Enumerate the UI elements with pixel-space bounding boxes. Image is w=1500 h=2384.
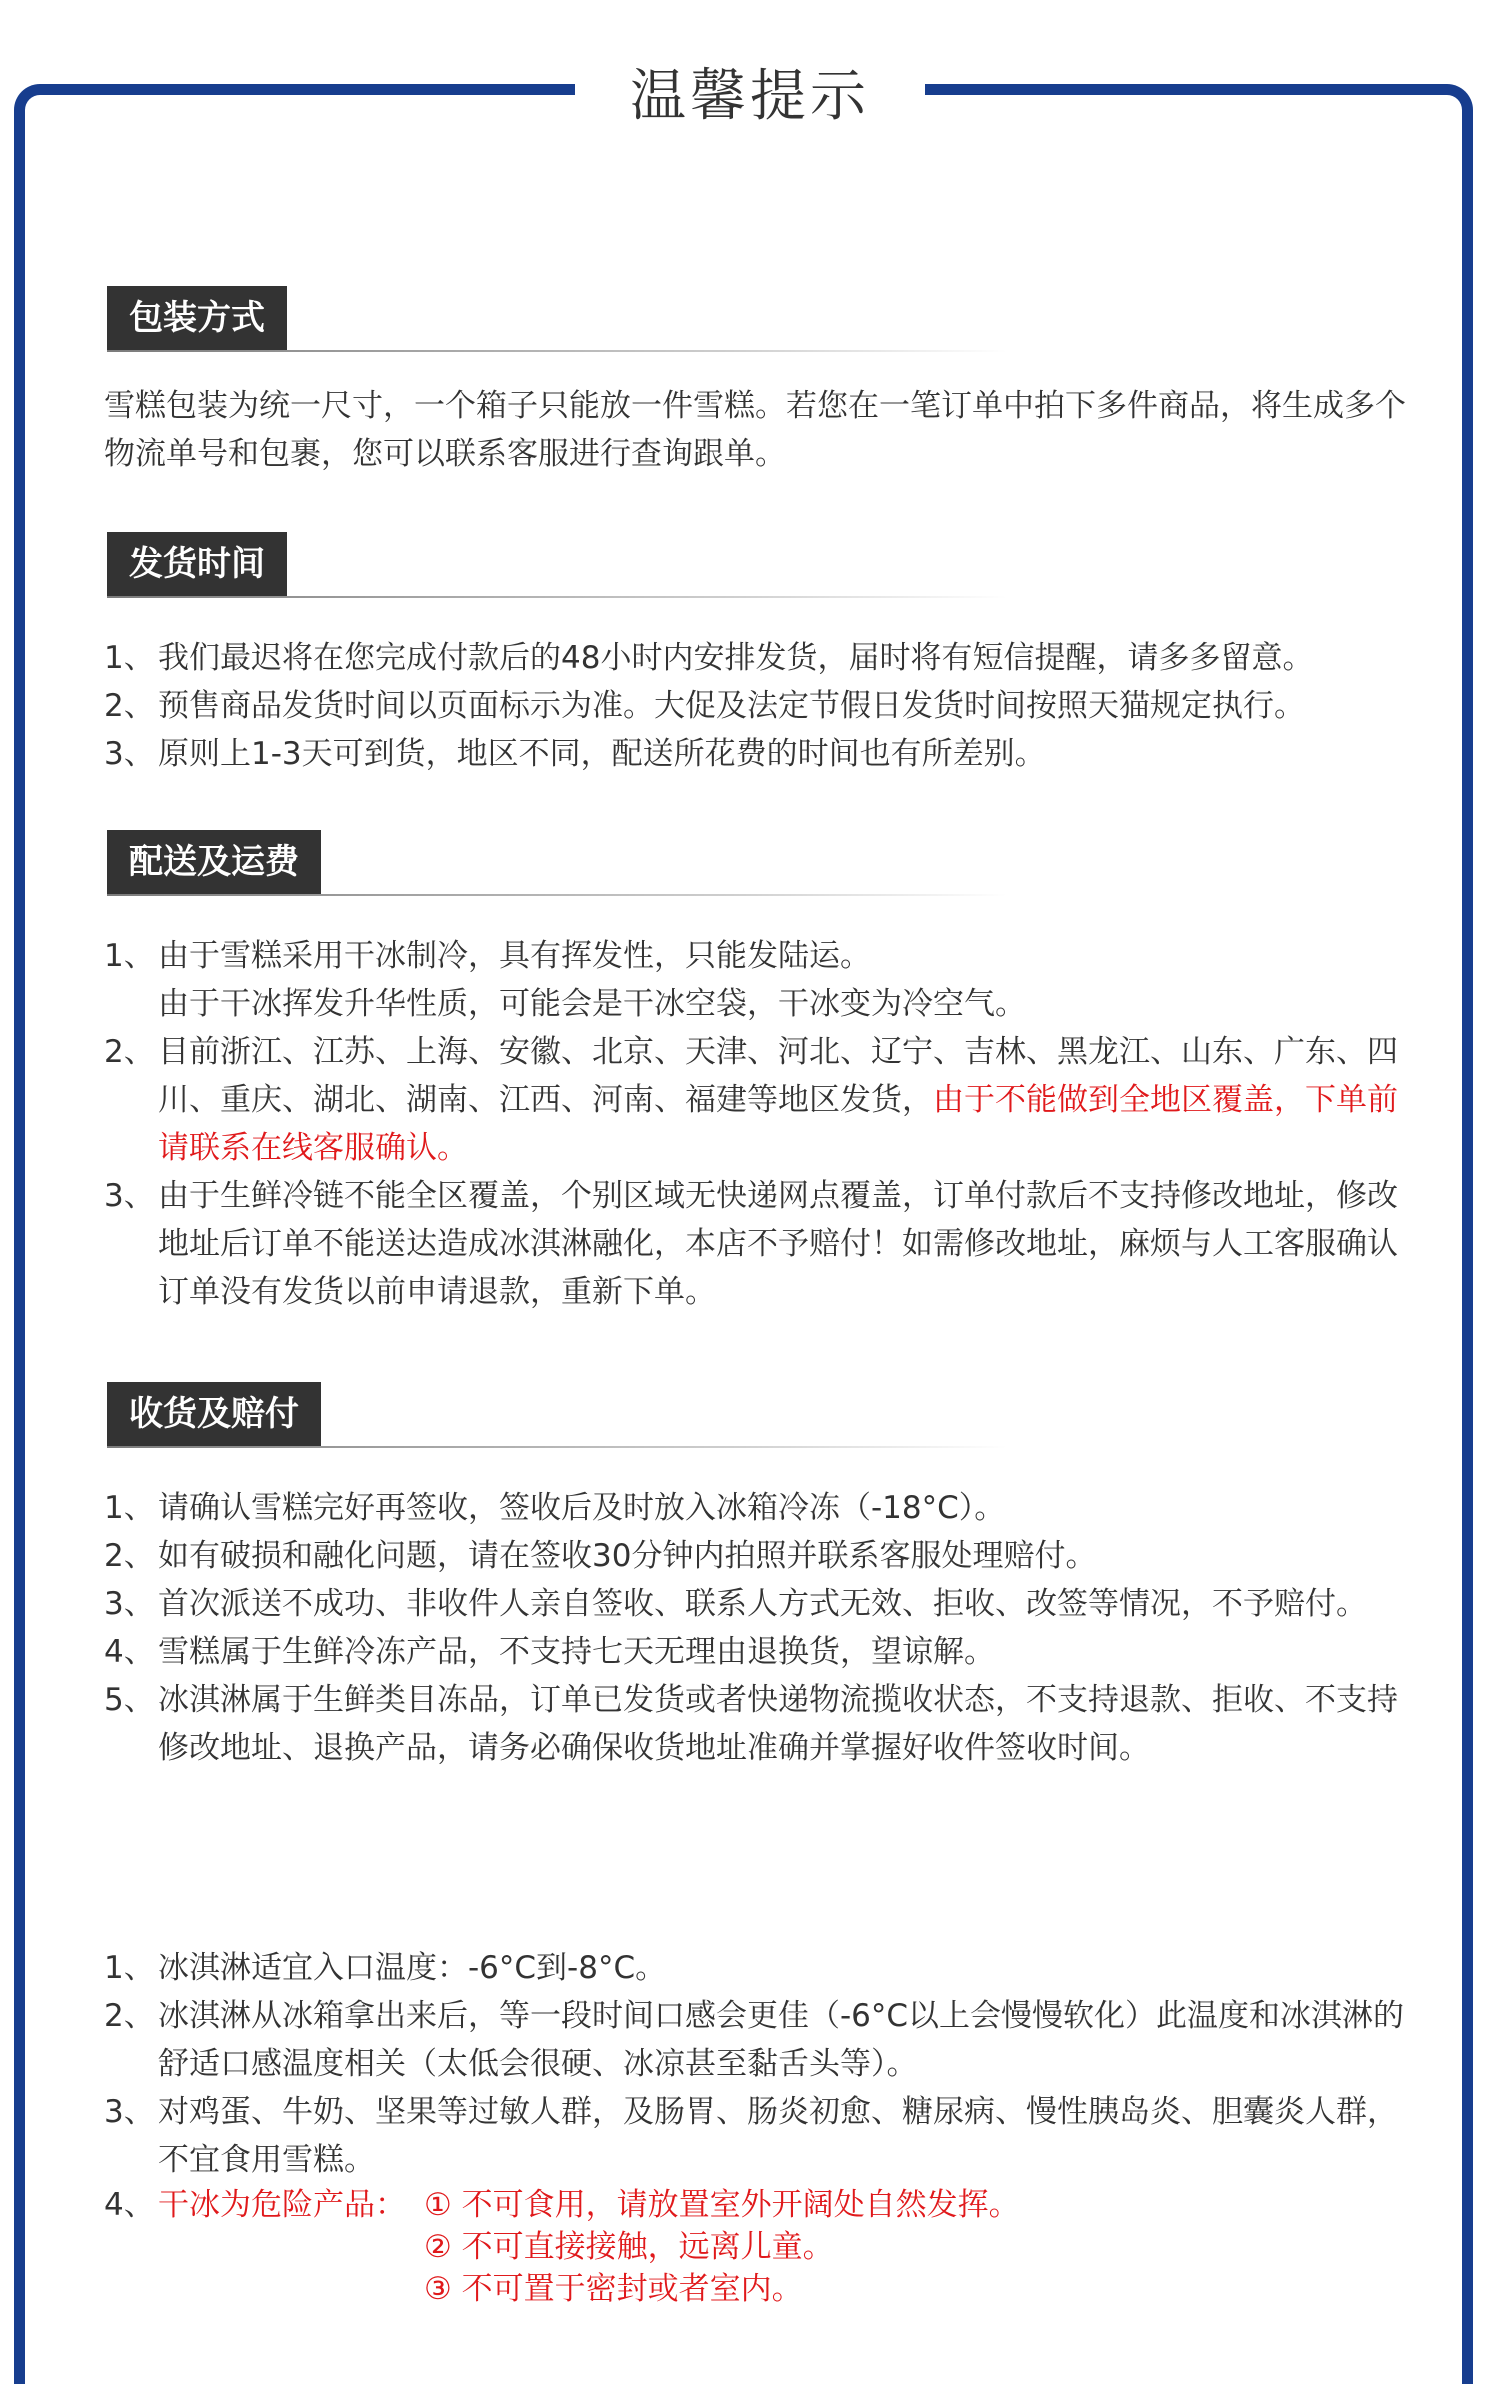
section-tag: 收货及赔付 (107, 1382, 321, 1446)
dry-ice-point: ① 不可食用，请放置室外开阔处自然发挥。 (424, 2187, 1020, 2223)
tips-list (104, 1944, 1424, 2184)
title-box (575, 52, 925, 132)
list-item: 2、 目前浙江、江苏、上海、安徽、北京、天津、河北、辽宁、吉林、黑龙江、山东、广东、四川、重庆、湖北、湖南、江西、河南、福建等地区发货，由于不能做到全地区覆盖，下单前请联系在线客服确认。 (104, 1034, 1398, 1166)
list-item: 2、 如有破损和融化问题，请在签收30分钟内拍照并联系客服处理赔付。 (104, 1538, 1097, 1574)
list-item: 3、 对鸡蛋、牛奶、坚果等过敏人群，及肠胃、肠炎初愈、糖尿病、慢性胰岛炎、胆囊炎人群，不宜食用雪糕。 (104, 2094, 1398, 2178)
section-heading-delivery (107, 830, 321, 894)
packaging-text: 雪糕包装为统一尺寸，一个箱子只能放一件雪糕。若您在一笔订单中拍下多件商品，将生成多个物流单号和包裹，您可以联系客服进行查询跟单。 (104, 388, 1406, 472)
dry-ice-point: ② 不可直接接触，远离儿童。 (424, 2229, 834, 2265)
list-item: 3、 原则上1-3天可到货，地区不同，配送所花费的时间也有所差别。 (104, 736, 1046, 772)
dry-ice-lead: 干冰为危险产品： (158, 2187, 406, 2223)
list-item: 3、 由于生鲜冷链不能全区覆盖，个别区域无快递网点覆盖，订单付款后不支持修改地址，修改地址后订单不能送达造成冰淇淋融化，本店不予赔付！如需修改地址，麻烦与人工客服确认订单没有发货以前申请退款，重新下单。 (104, 1178, 1398, 1310)
list-item: 5、 冰淇淋属于生鲜类目冻品，订单已发货或者快递物流揽收状态，不支持退款、拒收、不支持修改地址、退换产品，请务必确保收货地址准确并掌握好收件签收时间。 (104, 1682, 1398, 1766)
delivery-list (104, 932, 1424, 1316)
list-item: 3、 首次派送不成功、非收件人亲自签收、联系人方式无效、拒收、改签等情况，不予赔付。 (104, 1586, 1367, 1622)
section-divider (107, 1446, 1007, 1448)
section-tag: 发货时间 (107, 532, 287, 596)
dry-ice-warning: 4、 干冰为危险产品： ① 不可食用，请放置室外开阔处自然发挥。 ② 不可直接接触，远离儿童。 ③ 不可置于密封或者室内。 (104, 2184, 1020, 2310)
list-item: 4、 雪糕属于生鲜冷冻产品，不支持七天无理由退换货，望谅解。 (104, 1634, 995, 1670)
section-divider (107, 596, 1007, 598)
section-divider (107, 350, 1007, 352)
list-item: 1、 冰淇淋适宜入口温度：-6°C到-8°C。 (104, 1950, 667, 1986)
section-heading-receipt (107, 1382, 321, 1446)
section-heading-packaging (107, 286, 287, 350)
dry-ice-point: ③ 不可置于密封或者室内。 (424, 2271, 803, 2307)
list-item: 2、 冰淇淋从冰箱拿出来后，等一段时间口感会更佳（-6°C以上会慢慢软化）此温度和冰淇淋的舒适口感温度相关（太低会很硬、冰凉甚至黏舌头等）。 (104, 1998, 1405, 2082)
list-item: 1、 由于雪糕采用干冰制冷，具有挥发性，只能发陆运。 由于干冰挥发升华性质，可能会是干冰空袋，干冰变为冷空气。 (104, 938, 1026, 1022)
section-tag: 配送及运费 (107, 830, 321, 894)
section-tag: 包装方式 (107, 286, 287, 350)
warning-text: 由于不能做到全地区覆盖，下单前请联系在线客服确认。 (158, 1082, 1398, 1166)
receipt-list (104, 1484, 1424, 1772)
list-item: 1、 我们最迟将在您完成付款后的48小时内安排发货，届时将有短信提醒，请多多留意。 (104, 640, 1314, 676)
section-heading-shipping-time (107, 532, 287, 596)
page-title: 温馨提示 (630, 64, 870, 129)
section-divider (107, 894, 1007, 896)
list-item: 2、 预售商品发货时间以页面标示为准。大促及法定节假日发货时间按照天猫规定执行。 (104, 688, 1305, 724)
shipping-time-list (104, 634, 1424, 778)
list-item: 1、 请确认雪糕完好再签收，签收后及时放入冰箱冷冻（-18°C）。 (104, 1490, 1006, 1526)
